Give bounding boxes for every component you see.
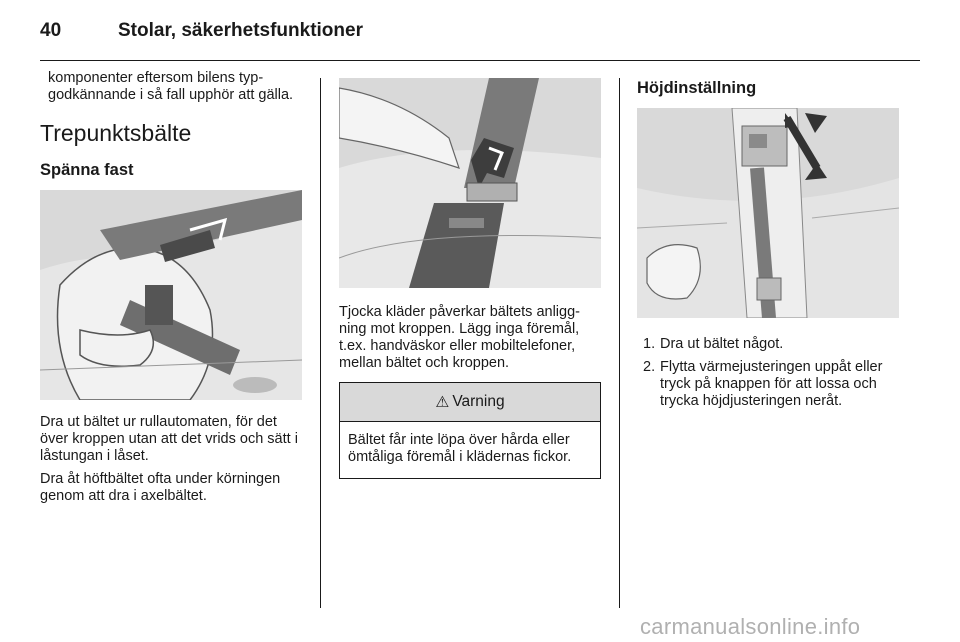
warning-text: Bältet får inte löpa över hårda eller ömtåliga föremål i klädernas fickor.: [348, 432, 572, 465]
list-item: [637, 359, 902, 410]
section-title-three-point-belt: Trepunktsbälte: [40, 120, 192, 146]
page-title: Stolar, säkerhetsfunktioner: [118, 20, 363, 41]
list-item-text: Dra ut bältet något.: [660, 336, 784, 352]
header-rule: [40, 60, 920, 61]
clothing-note: Tjocka kläder påverkar bältets anliggning mot kroppen. Lägg inga föremål, t.ex. handväskor eller mobiltelefoner, mellan bältet och kroppen.: [339, 304, 580, 371]
warning-box: [339, 382, 601, 479]
watermark-text: carmanualsonline.info: [640, 614, 861, 639]
column-middle: [339, 70, 601, 479]
height-adjust-illustration: [637, 108, 899, 318]
column-divider-right: [619, 78, 620, 608]
page-number: 40: [40, 20, 62, 41]
column-divider-left: [320, 78, 321, 608]
column-right: [637, 70, 902, 416]
section-title-height-adjustment: Höjdinställning: [637, 79, 757, 97]
fasten-belt-illustration: [40, 190, 302, 400]
warning-header: [340, 383, 600, 422]
page-header: [40, 18, 920, 58]
list-item-number: 1.: [643, 336, 656, 352]
fasten-instruction: Dra ut bältet ur rullautomaten, för det över kroppen utan att det vrids och sätt i låstungan i låset.: [40, 414, 298, 464]
column-left: [40, 70, 305, 505]
height-adjust-steps: [637, 336, 902, 410]
warning-title: Varning: [452, 393, 505, 410]
continuation-text: komponenter eftersom bilens typgodkännande i så fall upphör att gälla.: [48, 70, 294, 103]
tighten-instruction: Dra åt höftbältet ofta under körningen genom att dra i axelbältet.: [40, 471, 281, 504]
subsection-title-fasten: Spänna fast: [40, 161, 134, 179]
buckle-illustration: [339, 78, 601, 288]
list-item: [637, 336, 902, 353]
list-item-text: Flytta värmejusteringen uppåt eller tryck på knappen för att lossa och trycka höjdjusteringen neråt.: [660, 359, 883, 409]
warning-triangle-icon: ⚠: [435, 393, 450, 411]
list-item-number: 2.: [643, 359, 656, 375]
